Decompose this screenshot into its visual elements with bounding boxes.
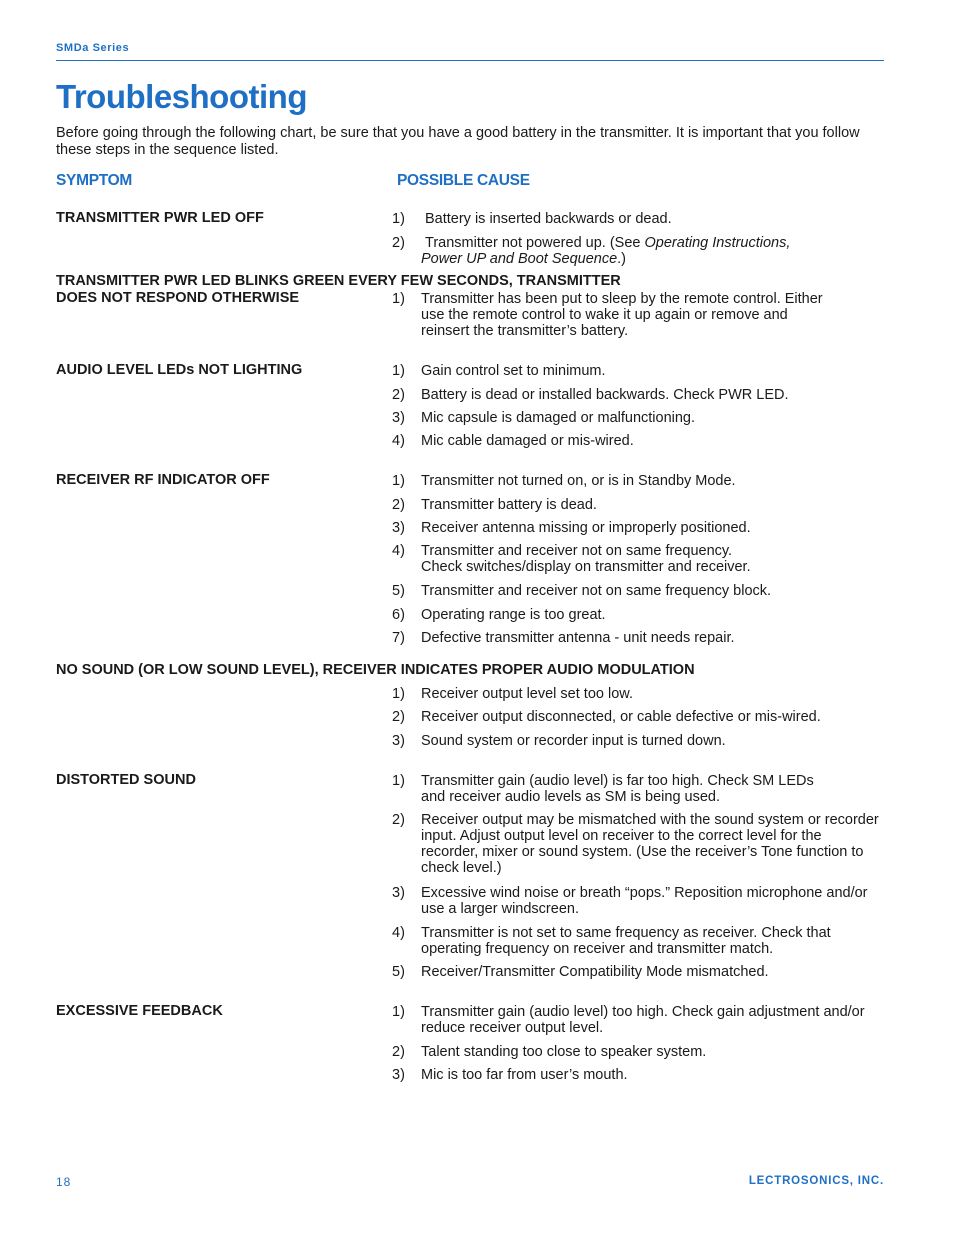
cause-text: Transmitter has been put to sleep by the remote control. Either use the remote control to wake it up again or remove and reinsert the transmitter’s battery.: [421, 291, 823, 339]
cause-number: 7): [392, 630, 405, 646]
symptom-rf-indicator-off: RECEIVER RF INDICATOR OFF: [56, 472, 270, 488]
cause-number: 1): [392, 291, 405, 307]
cause-text-part: .): [617, 251, 627, 267]
cause-text-italic: Operating Instructions, Power UP and Boot Sequence: [421, 235, 791, 267]
cause-text: Mic capsule is damaged or malfunctioning.: [421, 410, 696, 426]
cause-text: Transmitter not turned on, or is in Standby Mode.: [421, 473, 736, 489]
cause-text: Transmitter gain (audio level) too high. Check gain adjustment and/or reduce receiver output level.: [421, 1004, 865, 1036]
cause-number: 5): [392, 583, 405, 599]
cause-number: 3): [392, 410, 405, 426]
header-divider: [56, 60, 884, 61]
cause-text-part: Transmitter not powered up. (See: [425, 235, 645, 251]
cause-text: Talent standing too close to speaker system.: [421, 1044, 707, 1060]
cause-number: 1): [392, 773, 405, 789]
intro-paragraph: Before going through the following chart, be sure that you have a good battery in the transmitter. It is important that you follow these steps in the sequence listed.: [56, 125, 860, 158]
cause-text: Receiver antenna missing or improperly positioned.: [421, 520, 751, 536]
cause-number: 4): [392, 925, 405, 941]
cause-text: Transmitter and receiver not on same frequency block.: [421, 583, 772, 599]
cause-text: Mic is too far from user’s mouth.: [421, 1067, 628, 1083]
cause-number: 2): [392, 709, 405, 725]
symptom-excessive-feedback: EXCESSIVE FEEDBACK: [56, 1003, 223, 1019]
cause-number: 2): [392, 497, 405, 513]
cause-number: 1): [392, 473, 405, 489]
cause-text: Transmitter gain (audio level) is far too high. Check SM LEDs and receiver audio levels as SM is being used.: [421, 773, 814, 805]
cause-number: 2): [392, 387, 405, 403]
cause-number: 4): [392, 543, 405, 559]
cause-number: 4): [392, 433, 405, 449]
cause-text: Transmitter battery is dead.: [421, 497, 597, 513]
page-number: 18: [56, 1175, 72, 1189]
cause-text: Battery is inserted backwards or dead.: [425, 211, 672, 227]
cause-text: Receiver/Transmitter Compatibility Mode mismatched.: [421, 964, 769, 980]
cause-number: 3): [392, 520, 405, 536]
cause-text: Transmitter is not set to same frequency as receiver. Check that operating frequency on receiver and transmitter match.: [421, 925, 831, 957]
cause-text: Mic cable damaged or mis-wired.: [421, 433, 634, 449]
cause-number: 1): [392, 686, 405, 702]
cause-text: Transmitter and receiver not on same frequency. Check switches/display on transmitter and receiver.: [421, 543, 751, 575]
series-label: SMDa Series: [56, 42, 130, 54]
cause-text: [421, 235, 831, 267]
cause-text: Receiver output level set too low.: [421, 686, 633, 702]
symptom-pwr-led-blinks-cont: DOES NOT RESPOND OTHERWISE: [56, 290, 300, 306]
cause-number: 3): [392, 885, 405, 901]
cause-number: 3): [392, 733, 405, 749]
cause-number: 2): [392, 812, 405, 828]
cause-number: 6): [392, 607, 405, 623]
symptom-column-header: SYMPTOM: [56, 172, 132, 189]
cause-number: 5): [392, 964, 405, 980]
symptom-audio-leds: AUDIO LEVEL LEDs NOT LIGHTING: [56, 362, 303, 378]
cause-text: Operating range is too great.: [421, 607, 606, 623]
company-name: LECTROSONICS, INC.: [748, 1175, 884, 1187]
symptom-distorted-sound: DISTORTED SOUND: [56, 772, 196, 788]
cause-column-header: POSSIBLE CAUSE: [397, 172, 530, 189]
cause-number: 3): [392, 1067, 405, 1083]
symptom-pwr-led-off: TRANSMITTER PWR LED OFF: [56, 210, 264, 226]
cause-text: Excessive wind noise or breath “pops.” Reposition microphone and/or use a larger windscreen.: [421, 885, 868, 917]
cause-number: 1): [392, 211, 405, 227]
cause-text: Gain control set to minimum.: [421, 363, 606, 379]
symptom-no-sound: NO SOUND (OR LOW SOUND LEVEL), RECEIVER INDICATES PROPER AUDIO MODULATION: [56, 662, 695, 678]
cause-number: 1): [392, 363, 405, 379]
cause-text: Sound system or recorder input is turned down.: [421, 733, 726, 749]
cause-text: Receiver output may be mismatched with the sound system or recorder input. Adjust output level on receiver to the correct level for the recorder, mixer or sound system. (Use the receiver’s Tone function to check level.): [421, 812, 879, 876]
symptom-pwr-led-blinks: TRANSMITTER PWR LED BLINKS GREEN EVERY FEW SECONDS, TRANSMITTER: [56, 273, 621, 289]
cause-number: 1): [392, 1004, 405, 1020]
cause-text: Defective transmitter antenna - unit needs repair.: [421, 630, 735, 646]
page-title: Troubleshooting: [56, 78, 307, 115]
cause-number: 2): [392, 1044, 405, 1060]
cause-text: Receiver output disconnected, or cable defective or mis-wired.: [421, 709, 821, 725]
cause-number: 2): [392, 235, 405, 251]
cause-text: Battery is dead or installed backwards. Check PWR LED.: [421, 387, 789, 403]
